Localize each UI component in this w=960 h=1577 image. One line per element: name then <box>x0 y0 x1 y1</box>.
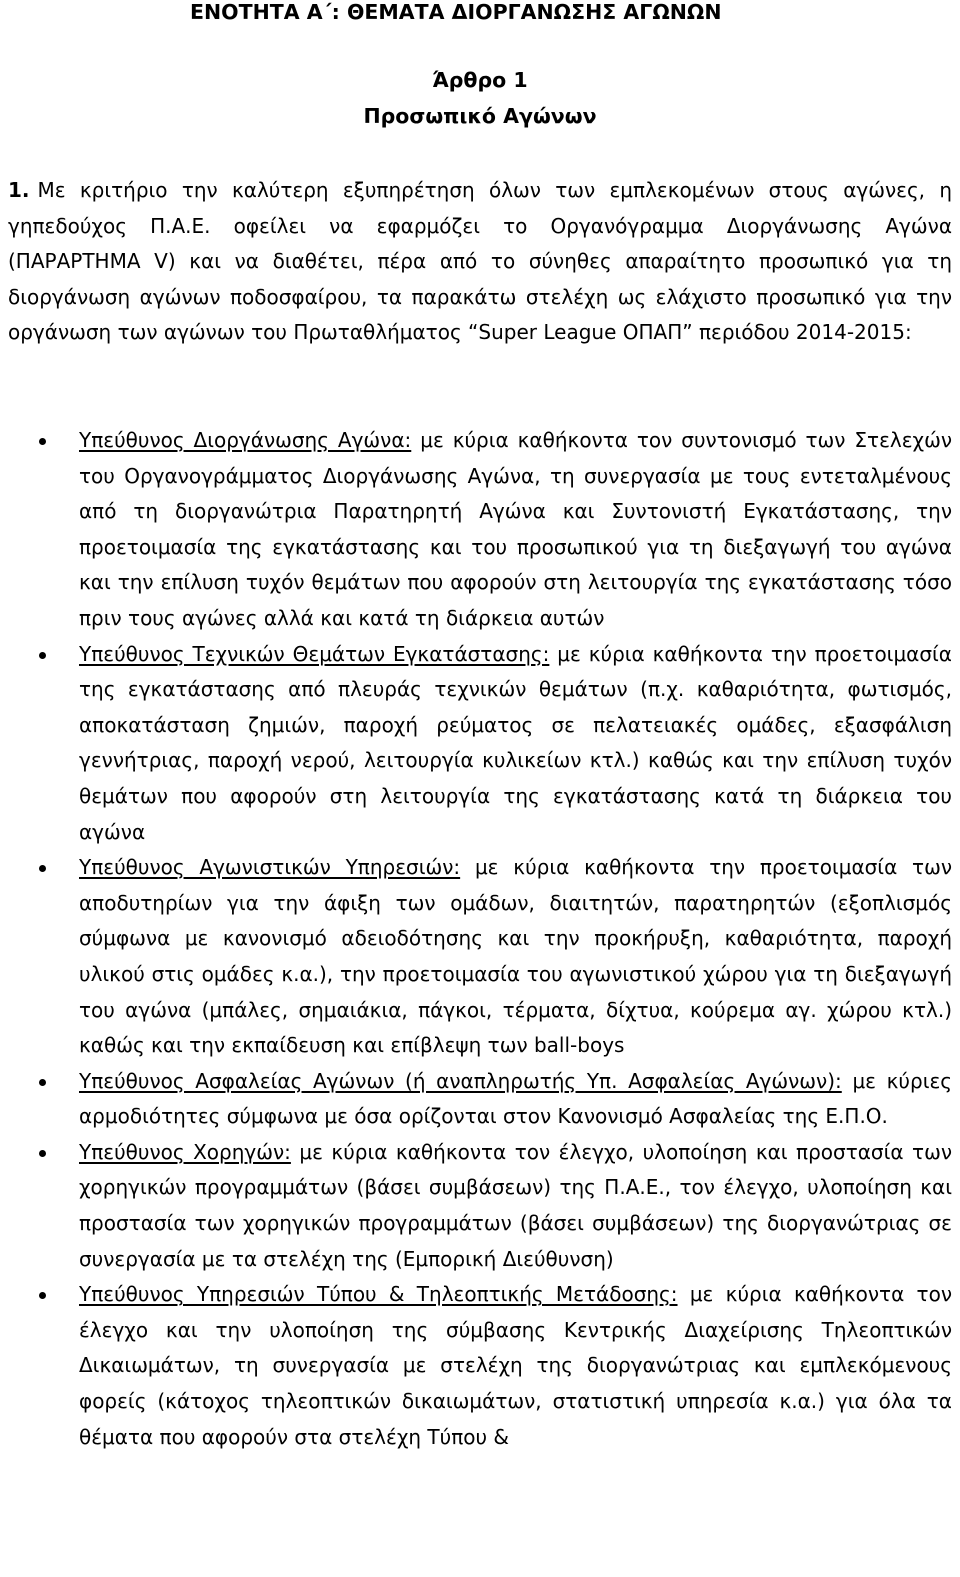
role-text: με κύρια καθήκοντα τον έλεγχο, υλοποίηση και προστασία των χορηγικών προγραμμάτων (βάσει συμβάσεων) της Π.Α.Ε., τον έλεγχο, υλοποίηση και προστασία των χορηγικών προγραμμάτων (βάσει συμβάσεων) της διοργανώτριας σε συνεργασία με τα στελέχη της (Εμπορική Διεύθυνση) <box>79 1139 953 1271</box>
role-title: Υπεύθυνος Αγωνιστικών Υπηρεσιών: <box>79 855 461 880</box>
role-text: με κύρια καθήκοντα τον έλεγχο και την υλοποίηση της σύμβασης Κεντρικής Διαχείρισης Τηλεοπτικών Δικαιωμάτων, τη συνεργασία με στελέχη της διοργανώτριας και εμπλεκόμενους φορείς (κάτοχος τηλεοπτικών δικαιωμάτων, στατιστική υπηρεσία κ.α.) για όλα τα θέματα που αφορούν στα στελέχη Τύπου & <box>79 1282 953 1449</box>
role-title: Υπεύθυνος Τεχνικών Θεμάτων Εγκατάστασης: <box>79 641 550 666</box>
role-title: Υπεύθυνος Υπηρεσιών Τύπου & Τηλεοπτικής Μετάδοσης: <box>79 1282 678 1307</box>
role-title: Υπεύθυνος Χορηγών: <box>79 1139 291 1164</box>
bullet-icon <box>39 1292 46 1299</box>
bullet-icon <box>39 1079 46 1086</box>
role-text: με κύριες αρμοδιότητες σύμφωνα με όσα ορίζονται στον Κανονισμό Ασφαλείας της Ε.Π.Ο. <box>79 1068 953 1129</box>
roles-list <box>79 423 952 1455</box>
role-title: Υπεύθυνος Διοργάνωσης Αγώνα: <box>79 428 412 452</box>
paragraph-number: 1. <box>8 178 30 202</box>
list-item <box>79 1277 952 1455</box>
list-item <box>79 1135 952 1277</box>
bullet-icon <box>39 652 46 659</box>
bullet-icon <box>39 438 46 445</box>
list-item <box>79 423 952 637</box>
list-item <box>79 637 952 851</box>
role-text: με κύρια καθήκοντα την προετοιμασία των αποδυτηρίων για την άφιξη των ομάδων, διαιτητών, παρατηρητών (εξοπλισμός σύμφωνα με κανονισμό αδειοδότησης και την προκήρυξη, καθαριότητα, παροχή υλικού στις ομάδες κ.α.), την προετοιμασία του αγωνιστικού χώρου για τη διεξαγωγή του αγώνα (μπάλες, σημαιάκια, πάγκοι, τέρματα, δίχτυα, κούρεμα αγ. χώρου κτλ.) καθώς και την εκπαίδευση και επίβλεψη των ball-boys <box>79 855 953 1058</box>
article-title: Προσωπικό Αγώνων <box>363 104 597 128</box>
article-number: Άρθρο 1 <box>432 68 528 92</box>
role-text: με κύρια καθήκοντα την προετοιμασία της εγκατάστασης από πλευράς τεχνικών θεμάτων (π.χ. καθαριότητα, φωτισμός, αποκατάσταση ζημιών, παροχή ρεύματος σε πελατειακές ομάδες, εξασφάλιση γεννήτριας, παροχή νερού, λειτουργία κυλικείων κτλ.) καθώς και την επίλυση τυχόν θεμάτων που αφορούν στη λειτουργία της εγκατάστασης κατά τη διάρκεια του αγώνα <box>79 641 952 844</box>
role-title: Υπεύθυνος Ασφαλείας Αγώνων (ή αναπληρωτής Υπ. Ασφαλείας Αγώνων): <box>79 1068 842 1093</box>
list-item <box>79 1064 952 1135</box>
bullet-icon <box>39 1150 46 1157</box>
paragraph-1 <box>8 173 952 351</box>
bullet-icon <box>39 865 46 872</box>
section-title: ΕΝΟΤΗΤΑ Α΄: ΘΕΜΑΤΑ ΔΙΟΡΓΑΝΩΣΗΣ ΑΓΩΝΩΝ <box>190 0 722 24</box>
list-item <box>79 850 952 1064</box>
paragraph-text: Με κριτήριο την καλύτερη εξυπηρέτηση όλων των εμπλεκομένων στους αγώνες, η γηπεδούχος Π.Α.Ε. οφείλει να εφαρμόζει το Οργανόγραμμα Διοργάνωσης Αγώνα (ΠΑΡΑΡΤΗΜΑ V) και να διαθέτει, πέρα από το σύνηθες απαραίτητο προσωπικό για τη διοργάνωση αγώνων ποδοσφαίρου, τα παρακάτω στελέχη ως ελάχιστο προσωπικό για την οργάνωση των αγώνων του Πρωταθλήματος “Super League ΟΠΑΠ” περιόδου 2014-2015: <box>8 178 952 345</box>
role-text: με κύρια καθήκοντα τον συντονισμό των Στελεχών του Οργανογράμματος Διοργάνωσης Αγώνα, τη συνεργασία με τους εντεταλμένους από τη διοργανώτρια Παρατηρητή Αγώνα και Συντονιστή Εγκατάστασης, την προετοιμασία της εγκατάστασης και του προσωπικού για τη διεξαγωγή του αγώνα και την επίλυση τυχόν θεμάτων που αφορούν στη λειτουργία της εγκατάστασης τόσο πριν τους αγώνες αλλά και κατά τη διάρκεια αυτών <box>79 428 953 630</box>
